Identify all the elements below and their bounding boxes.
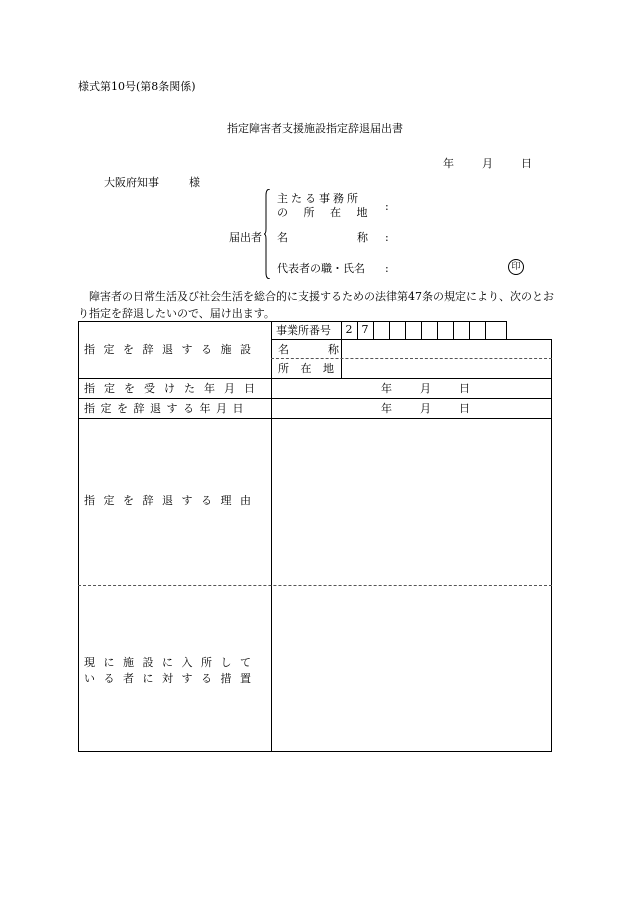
name-char-b: 称 bbox=[357, 231, 368, 244]
office-location-line2: の 所 在 地 bbox=[277, 205, 374, 219]
office-number-digit-10[interactable] bbox=[485, 322, 501, 338]
submitter-label: 届出者 bbox=[229, 231, 262, 244]
office-location-label bbox=[277, 192, 377, 220]
office-number-digit-7[interactable] bbox=[437, 322, 453, 338]
intro-text: 障害者の日常生活及び社会生活を総合的に支援するための法律第47条の規定により、次のとおり指定を辞退したいので、届け出ます。 bbox=[78, 290, 554, 320]
date-month: 月 bbox=[482, 157, 493, 170]
withdrawal-table bbox=[78, 321, 552, 752]
submission-date bbox=[443, 157, 532, 170]
office-number-digit-5[interactable] bbox=[405, 322, 421, 338]
office-number-digit-4[interactable] bbox=[389, 322, 405, 338]
date-year: 年 bbox=[443, 157, 454, 170]
designated-date-label: 指定を受けた年月日 bbox=[84, 382, 264, 395]
brace-icon bbox=[264, 189, 270, 279]
facility-label: 指定を辞退する施設 bbox=[84, 343, 260, 356]
office-number-digit-9[interactable] bbox=[469, 322, 485, 338]
facility-location-label: 所 在 地 bbox=[278, 362, 338, 375]
office-number-digit-6[interactable] bbox=[421, 322, 437, 338]
measures-label-line2: いる者に対する措置 bbox=[84, 672, 260, 685]
designated-date-value[interactable] bbox=[381, 382, 470, 395]
facility-location-input[interactable] bbox=[343, 360, 550, 377]
withdraw-month: 月 bbox=[420, 402, 431, 415]
withdraw-year: 年 bbox=[381, 402, 392, 415]
name-char-b: 称 bbox=[328, 343, 339, 356]
measures-label-line1: 現に施設に入所して bbox=[84, 656, 260, 669]
form-number: 様式第10号(第8条関係) bbox=[78, 80, 196, 93]
designated-month: 月 bbox=[420, 382, 431, 395]
designated-year: 年 bbox=[381, 382, 392, 395]
addressee bbox=[104, 176, 200, 189]
addressee-name: 大阪府知事 bbox=[104, 176, 159, 189]
facility-name-input[interactable] bbox=[343, 340, 550, 357]
withdraw-date-label: 指定を辞退する年月日 bbox=[84, 402, 249, 415]
submitter-name-label bbox=[277, 231, 377, 245]
office-number-digit-8[interactable] bbox=[453, 322, 469, 338]
withdraw-date-value[interactable] bbox=[381, 402, 470, 415]
withdraw-day: 日 bbox=[459, 402, 470, 415]
office-number-digit-2[interactable]: 7 bbox=[361, 323, 369, 336]
office-location-line1: 主たる事務所 bbox=[277, 192, 361, 205]
measures-input[interactable] bbox=[273, 587, 550, 750]
seal-icon: 印 bbox=[508, 259, 524, 275]
reason-label: 指定を辞退する理由 bbox=[84, 494, 260, 507]
name-char-a: 名 bbox=[277, 231, 288, 244]
designated-day: 日 bbox=[459, 382, 470, 395]
office-number-digit-1[interactable]: 2 bbox=[345, 323, 353, 336]
date-day: 日 bbox=[521, 157, 532, 170]
office-number-label: 事業所番号 bbox=[276, 324, 331, 337]
representative-label: 代表者の職・氏名 bbox=[277, 262, 365, 275]
facility-name-label bbox=[278, 343, 338, 356]
name-char-a: 名 bbox=[278, 343, 289, 356]
document-title: 指定障害者支援施設指定辞退届出書 bbox=[227, 122, 403, 135]
office-number-digit-3[interactable] bbox=[373, 322, 389, 338]
addressee-honorific: 様 bbox=[189, 176, 200, 189]
reason-input[interactable] bbox=[273, 420, 550, 584]
